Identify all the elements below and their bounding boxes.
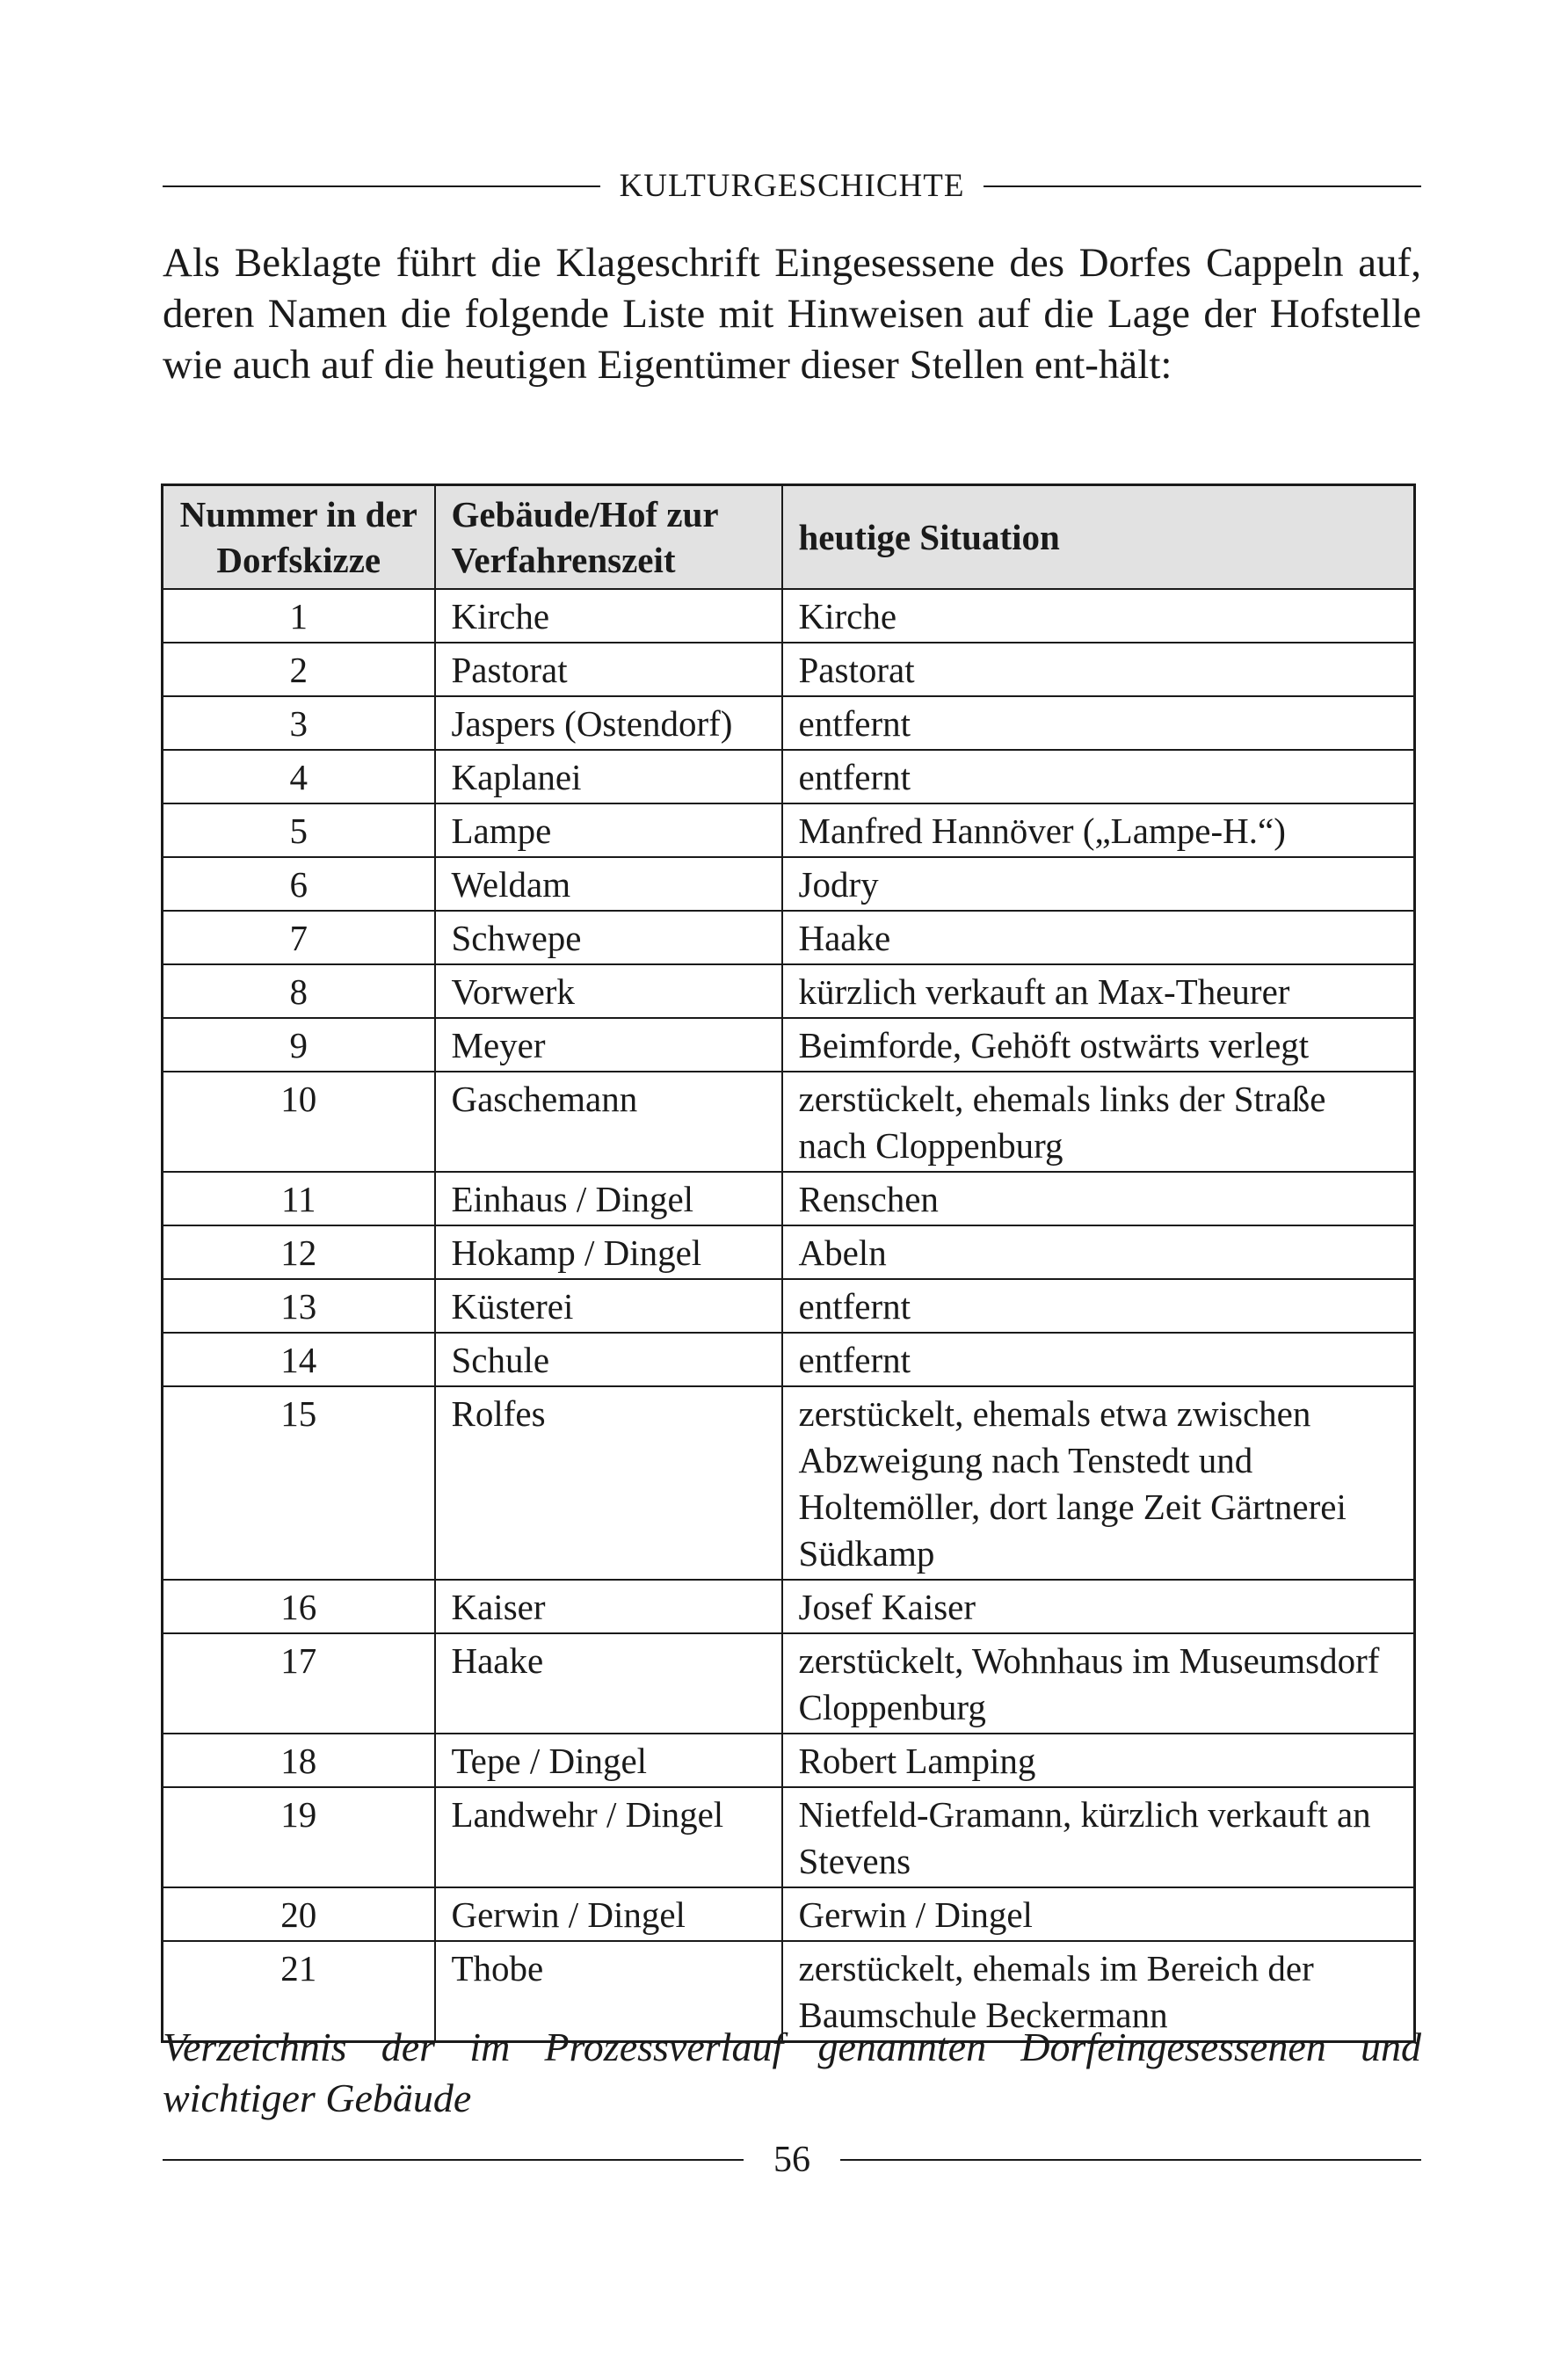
footer-rule-right [840,2159,1421,2161]
cell-situation: Abeln [782,1225,1415,1279]
cell-situation: entfernt [782,1333,1415,1386]
header-situation: heutige Situation [782,485,1415,590]
cell-number: 7 [163,911,435,964]
cell-building: Gerwin / Dingel [435,1887,782,1941]
cell-number: 1 [163,589,435,643]
cell-number: 11 [163,1172,435,1225]
cell-building: Weldam [435,857,782,911]
cell-situation: zerstückelt, Wohnhaus im Museumsdorf Cloppenburg [782,1633,1415,1734]
cell-building: Thobe [435,1941,782,2042]
cell-situation: Gerwin / Dingel [782,1887,1415,1941]
cell-number: 4 [163,750,435,803]
cell-number: 8 [163,964,435,1018]
cell-situation: entfernt [782,1279,1415,1333]
cell-situation: Manfred Hannöver („Lampe-H.“) [782,803,1415,857]
cell-situation: entfernt [782,696,1415,750]
table-body [163,589,1415,2042]
cell-building: Lampe [435,803,782,857]
table-row [163,857,1415,911]
table-row [163,964,1415,1018]
header-title: KULTURGESCHICHTE [619,168,965,204]
cell-building: Kaplanei [435,750,782,803]
cell-building: Einhaus / Dingel [435,1172,782,1225]
cell-situation: zerstückelt, ehemals links der Straße nach Cloppenburg [782,1072,1415,1172]
page-footer [163,2138,1421,2182]
cell-number: 3 [163,696,435,750]
table-row [163,696,1415,750]
cell-building: Tepe / Dingel [435,1734,782,1787]
cell-building: Küsterei [435,1279,782,1333]
villagers-table [161,483,1416,2043]
cell-situation: Haake [782,911,1415,964]
table-caption: Verzeichnis der im Prozessverlauf genannten Dorfeingesessenen und wichtiger Gebäude [163,2025,1421,2120]
header-building: Gebäude/Hof zur Verfahrenszeit [435,485,782,590]
cell-number: 10 [163,1072,435,1172]
table-row [163,1386,1415,1580]
cell-building: Landwehr / Dingel [435,1787,782,1887]
cell-situation: Beimforde, Gehöft ostwärts verlegt [782,1018,1415,1072]
cell-number: 21 [163,1941,435,2042]
table-row [163,1279,1415,1333]
cell-situation: Renschen [782,1172,1415,1225]
cell-number: 5 [163,803,435,857]
table-row [163,1787,1415,1887]
cell-building: Rolfes [435,1386,782,1580]
table-row [163,1333,1415,1386]
table-row [163,1225,1415,1279]
cell-number: 14 [163,1333,435,1386]
cell-situation: Pastorat [782,643,1415,696]
cell-number: 20 [163,1887,435,1941]
table-row [163,1887,1415,1941]
page-number: 56 [773,2140,810,2180]
table-row [163,1580,1415,1633]
footer-rule-left [163,2159,744,2161]
cell-number: 15 [163,1386,435,1580]
cell-number: 12 [163,1225,435,1279]
table-row [163,589,1415,643]
cell-building: Kirche [435,589,782,643]
cell-situation: Robert Lamping [782,1734,1415,1787]
cell-situation: zerstückelt, ehemals im Bereich der Baumschule Beckermann [782,1941,1415,2042]
cell-building: Kaiser [435,1580,782,1633]
cell-situation: Nietfeld-Gramann, kürzlich verkauft an Stevens [782,1787,1415,1887]
cell-building: Schule [435,1333,782,1386]
table-row [163,643,1415,696]
cell-situation: Jodry [782,857,1415,911]
table-header-row [163,485,1415,590]
cell-building: Meyer [435,1018,782,1072]
cell-building: Haake [435,1633,782,1734]
cell-number: 19 [163,1787,435,1887]
cell-building: Schwepe [435,911,782,964]
table-row [163,911,1415,964]
cell-building: Vorwerk [435,964,782,1018]
table-row [163,1172,1415,1225]
cell-situation: kürzlich verkauft an Max-Theurer [782,964,1415,1018]
cell-situation: zerstückelt, ehemals etwa zwischen Abzweigung nach Tenstedt und Holtemöller, dort lange Zeit Gärtnerei Südkamp [782,1386,1415,1580]
cell-situation: Kirche [782,589,1415,643]
cell-number: 2 [163,643,435,696]
cell-situation: Josef Kaiser [782,1580,1415,1633]
cell-number: 16 [163,1580,435,1633]
cell-building: Gaschemann [435,1072,782,1172]
cell-number: 13 [163,1279,435,1333]
running-header [163,165,1421,207]
table-row [163,750,1415,803]
intro-paragraph: Als Beklagte führt die Klageschrift Eingesessene des Dorfes Cappeln auf, deren Namen die folgende Liste mit Hinweisen auf die Lage der Hofstelle wie auch auf die heutigen Eigentümer dieser Stellen ent-hält: [163,240,1421,388]
header-number: Nummer in der Dorfskizze [163,485,435,590]
table-row [163,1633,1415,1734]
table-row [163,1734,1415,1787]
cell-building: Pastorat [435,643,782,696]
header-rule-left [163,185,600,187]
cell-situation: entfernt [782,750,1415,803]
cell-building: Jaspers (Ostendorf) [435,696,782,750]
cell-number: 18 [163,1734,435,1787]
cell-number: 6 [163,857,435,911]
cell-number: 9 [163,1018,435,1072]
header-rule-right [984,185,1421,187]
table-row [163,803,1415,857]
cell-building: Hokamp / Dingel [435,1225,782,1279]
table-row [163,1018,1415,1072]
cell-number: 17 [163,1633,435,1734]
table-row [163,1072,1415,1172]
